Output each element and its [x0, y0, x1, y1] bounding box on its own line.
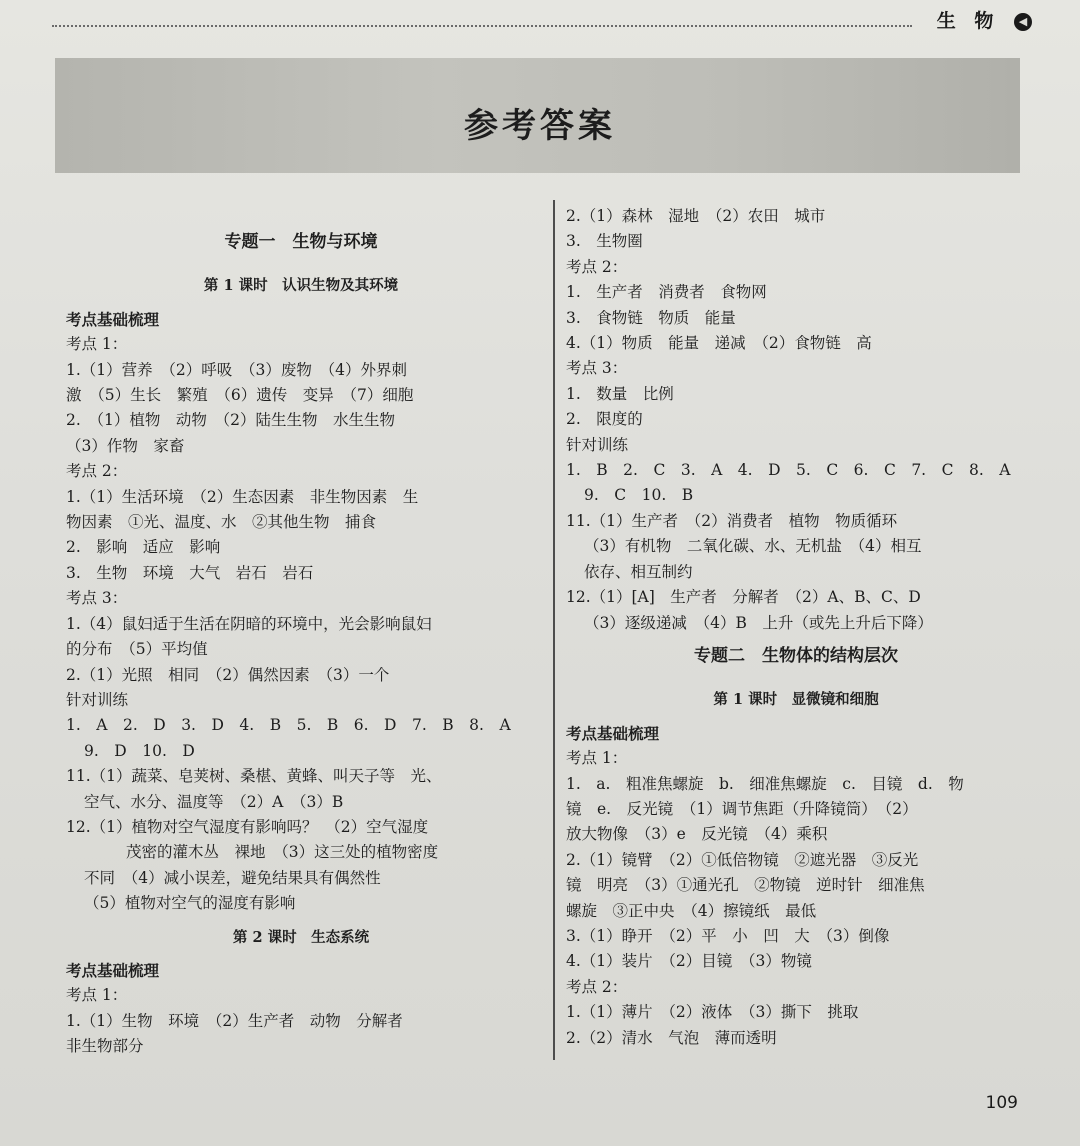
text-line: （5）植物对空气的湿度有影响: [84, 894, 296, 913]
topic-heading: 专题二 生物体的结构层次: [694, 645, 898, 666]
text-line: 非生物部分: [66, 1037, 144, 1056]
text-line: 2.（2）清水 气泡 薄而透明: [566, 1028, 777, 1047]
text-line: 考点 2：: [566, 977, 628, 996]
text-line: 3. 生物圈: [566, 232, 643, 251]
text-line: 考点 1：: [66, 986, 128, 1005]
text-line: 考点基础梳理: [66, 960, 160, 980]
text-line: 1.（1）营养 （2）呼吸 （3）废物 （4）外界刺: [66, 360, 407, 379]
text-line: 3. 食物链 物质 能量: [566, 308, 736, 327]
text-line: （3）逐级递减 （4）B 上升（或先上升后下降）: [584, 613, 933, 632]
text-line: 镜 明亮 （3）①通光孔 ②物镜 逆时针 细准焦: [566, 876, 925, 895]
text-line: 11.（1）蔬菜、皂荚树、桑椹、黄蜂、叫天子等 光、: [66, 767, 442, 786]
text-line: 2.（1）森林 湿地 （2）农田 城市: [566, 207, 826, 225]
text-line: 1.（1）薄片 （2）液体 （3）撕下 挑取: [566, 1003, 859, 1022]
text-line: 9. D 10. D: [84, 741, 195, 760]
text-line: 9. C 10. B: [584, 486, 694, 505]
text-line: 1. A 2. D 3. D 4. B 5. B 6. D 7. B 8. A: [66, 716, 511, 735]
text-line: 1.（1）生活环境 （2）生态因素 非生物因素 生: [66, 487, 419, 506]
text-line: 空气、水分、温度等 （2）A （3）B: [84, 792, 344, 811]
text-line: 考点基础梳理: [566, 723, 660, 743]
text-line: 3.（1）睁开 （2）平 小 凹 大 （3）倒像: [566, 926, 890, 945]
text-line: 物因素 ①光、温度、水 ②其他生物 捕食: [66, 513, 377, 532]
text-line: 12.（1）[A] 生产者 分解者 （2）A、B、C、D: [566, 588, 921, 607]
text-line: 激 （5）生长 繁殖 （6）遗传 变异 （7）细胞: [66, 386, 414, 405]
topic-heading: 专题一 生物与环境: [224, 232, 378, 252]
text-line: 1. B 2. C 3. A 4. D 5. C 6. C 7. C 8. A: [566, 461, 1011, 480]
text-line: 考点 3：: [66, 589, 128, 608]
text-line: 的分布 （5）平均值: [66, 640, 208, 659]
text-line: 1. 生产者 消费者 食物网: [566, 283, 767, 302]
text-line: 不同 （4）减小误差，避免结果具有偶然性: [84, 868, 381, 887]
text-line: 考点 1：: [66, 335, 128, 354]
subject-header: [937, 6, 1032, 33]
text-line: 放大物像 （3）e 反光镜 （4）乘积: [566, 825, 828, 844]
text-line: 针对训练: [566, 435, 629, 454]
text-line: 2.（1）光照 相同 （2）偶然因素 （3）一个: [66, 665, 390, 684]
text-line: 4.（1）物质 能量 递减 （2）食物链 高: [566, 334, 872, 353]
text-line: 3. 生物 环境 大气 岩石 岩石: [66, 563, 314, 582]
text-line: 2. 影响 适应 影响: [66, 538, 221, 557]
text-line: 12.（1）植物对空气湿度有影响吗？ （2）空气湿度: [66, 817, 429, 836]
text-line: 1.（1）生物 环境 （2）生产者 动物 分解者: [66, 1011, 403, 1030]
text-line: 2. （1）植物 动物 （2）陆生生物 水生生物: [66, 411, 396, 430]
text-line: 依存、相互制约: [584, 562, 693, 581]
text-line: 1. a. 粗准焦螺旋 b. 细准焦螺旋 c. 目镜 d. 物: [566, 774, 964, 793]
text-line: 考点 2：: [66, 462, 128, 481]
triangle-icon: ◀: [1014, 13, 1032, 31]
text-line: 1.（4）鼠妇适于生活在阴暗的环境中，光会影响鼠妇: [66, 614, 432, 633]
text-line: 2.（1）镜臂 （2）①低倍物镜 ②遮光器 ③反光: [566, 850, 919, 869]
text-line: （3）作物 家畜: [66, 436, 185, 455]
left-column: [66, 230, 536, 1060]
text-line: 考点 1：: [566, 749, 628, 768]
text-line: 4.（1）装片 （2）目镜 （3）物镜: [566, 952, 812, 971]
subject-label: 生 物: [936, 10, 1000, 32]
header-dotted-rule: [52, 25, 912, 27]
text-line: 茂密的灌木丛 裸地 （3）这三处的植物密度: [126, 843, 439, 862]
page-number: 109: [985, 1093, 1018, 1113]
text-line: 针对训练: [66, 690, 129, 709]
text-line: 11.（1）生产者 （2）消费者 植物 物质循环: [566, 511, 898, 530]
lesson-heading: 第 1 课时 显微镜和细胞: [713, 691, 879, 709]
lesson-heading: 第 1 课时 认识生物及其环境: [203, 277, 399, 295]
text-line: 考点 2：: [566, 257, 628, 276]
page-title: 参考答案: [464, 106, 616, 146]
right-column: [566, 204, 1026, 1051]
column-divider: [553, 200, 555, 1060]
text-line: 1. 数量 比例: [566, 384, 674, 403]
text-line: 2. 限度的: [566, 410, 643, 429]
text-line: 考点基础梳理: [66, 309, 160, 329]
text-line: 螺旋 ③正中央 （4）擦镜纸 最低: [566, 901, 817, 920]
text-line: （3）有机物 二氧化碳、水、无机盐 （4）相互: [584, 537, 922, 556]
lesson-heading: 第 2 课时 生态系统: [232, 928, 370, 946]
text-line: 镜 e. 反光镜 （1）调节焦距（升降镜筒） （2）: [566, 799, 918, 818]
text-line: 考点 3：: [566, 359, 628, 378]
